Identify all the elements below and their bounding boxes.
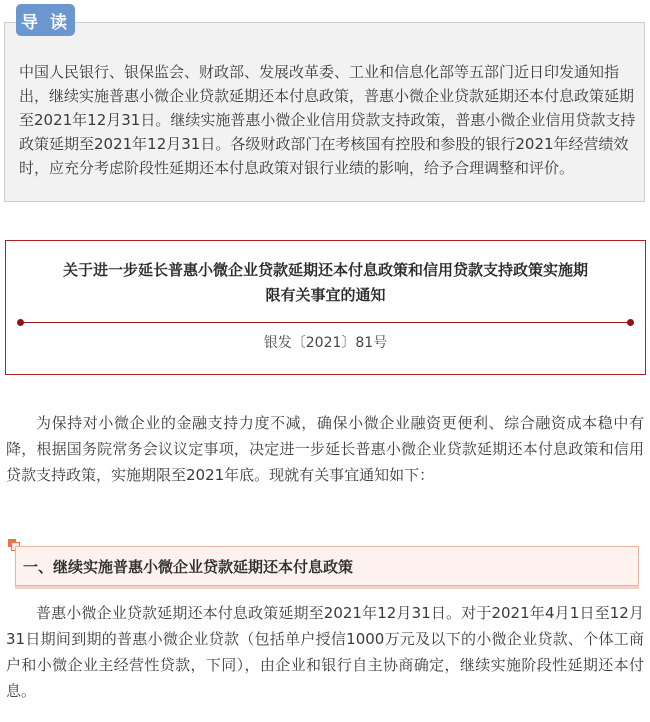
section-title: 一、继续实施普惠小微企业贷款延期还本付息政策 bbox=[23, 558, 354, 576]
notice-box bbox=[5, 240, 646, 375]
notice-divider bbox=[20, 322, 631, 323]
body-paragraph-2: 普惠小微企业贷款延期还本付息政策延期至2021年12月31日。对于2021年4月1日至12月31日期间到期的普惠小微企业贷款（包括单户授信1000万元及以下的小微企业贷款、个体工商户和小微企业主经营性贷款，下同），由企业和银行自主协商确定，继续实施阶段性延期还本付息。 bbox=[6, 604, 644, 700]
intro-tag: 导 读 bbox=[16, 4, 75, 36]
section-heading-box bbox=[15, 546, 639, 586]
notice-document-number: 银发〔2021〕81号 bbox=[263, 335, 388, 351]
intro-box bbox=[4, 22, 645, 202]
notice-title-line1: 关于进一步延长普惠小微企业贷款延期还本付息政策和信用贷款支持政策实施期 bbox=[62, 261, 588, 279]
notice-title-line2: 限有关事宜的通知 bbox=[265, 286, 386, 304]
intro-text: 中国人民银行、银保监会、财政部、发展改革委、工业和信息化部等五部门近日印发通知指出，继续实施普惠小微企业贷款延期还本付息政策，普惠小微企业贷款延期还本付息政策延期至2021年12月31日。继续实施普惠小微企业信用贷款支持政策，普惠小微企业信用贷款支持政策延期至2021年12月31日。各级财政部门在考核国有控股和参股的银行2021年经营绩效时，应充分考虑阶段性延期还本付息政策对银行业绩的影响，给予合理调整和评价。 bbox=[19, 63, 636, 177]
notice-title bbox=[6, 258, 645, 308]
divider-dot-right bbox=[627, 319, 634, 326]
divider-dot-left bbox=[17, 319, 24, 326]
body-paragraph-1: 为保持对小微企业的金融支持力度不减，确保小微企业融资更便利、综合融资成本稳中有降，根据国务院常务会议议定事项，决定进一步延长普惠小微企业贷款延期还本付息政策和信用贷款支持政策，实施期限至2021年底。现就有关事宜通知如下： bbox=[6, 414, 644, 484]
section-heading-1 bbox=[8, 539, 640, 591]
